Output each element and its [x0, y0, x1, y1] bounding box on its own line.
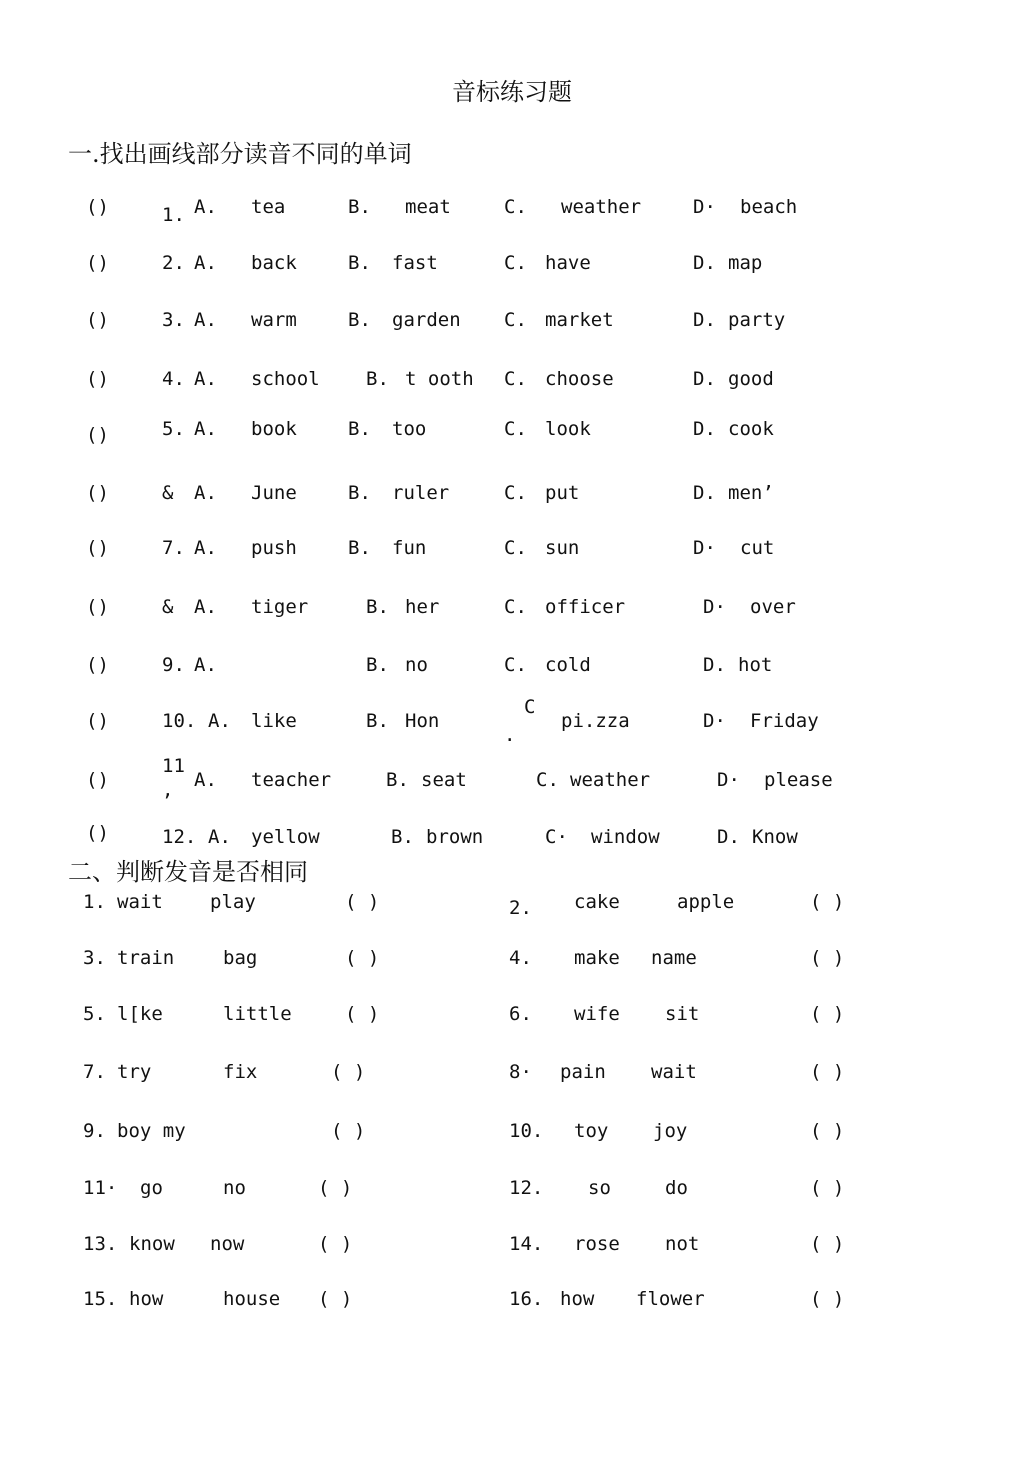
question-row-10 — [0, 696, 1024, 746]
option-b-label: B. — [366, 596, 389, 618]
pair-word-2: now — [210, 1233, 245, 1255]
question-row-3 — [0, 309, 1024, 339]
answer-blank[interactable]: () — [86, 822, 109, 844]
option-b-label: B. — [386, 769, 409, 791]
option-a-label: A. — [208, 826, 231, 848]
pair-word-1: wife — [574, 1003, 620, 1025]
pair-word-2: sit — [665, 1003, 700, 1025]
option-d-label: D. — [693, 418, 716, 440]
option-b-word: meat — [405, 196, 451, 218]
question-row-5 — [0, 418, 1024, 448]
pair-number: 11· — [83, 1177, 118, 1199]
option-a-label: A. — [194, 196, 217, 218]
option-d-word: men’ — [728, 482, 774, 504]
option-c-word: have — [545, 252, 591, 274]
pair-number: 4. — [509, 947, 532, 969]
pair-word-2: name — [651, 947, 697, 969]
option-d-label: D· — [703, 710, 726, 732]
option-a-word: school — [251, 368, 320, 390]
pair-row-6 — [0, 1177, 1024, 1207]
answer-blank[interactable]: ( ) — [318, 1288, 353, 1310]
question-number: 11 — [162, 755, 185, 777]
question-row-11 — [0, 755, 1024, 801]
question-number: 7. — [162, 537, 185, 559]
answer-blank[interactable]: () — [86, 309, 109, 331]
option-c-label: C. — [504, 368, 527, 390]
answer-blank[interactable]: () — [86, 252, 109, 274]
option-c-word: market — [545, 309, 614, 331]
pair-number: 12. — [509, 1177, 544, 1199]
option-a-word: tiger — [251, 596, 309, 618]
question-row-4 — [0, 368, 1024, 398]
section-1-heading: 一.找出画线部分读音不同的单词 — [68, 140, 412, 168]
option-d-label: D. — [693, 252, 716, 274]
answer-blank[interactable]: ( ) — [810, 1061, 845, 1083]
question-number: 5. — [162, 418, 185, 440]
pair-number: 1. — [83, 891, 106, 913]
question-row-8 — [0, 596, 1024, 626]
answer-blank[interactable]: () — [86, 537, 109, 559]
pair-number: 10. — [509, 1120, 544, 1142]
section-2-heading: 二、判断发音是否相同 — [68, 858, 308, 886]
pair-word-2: wait — [651, 1061, 697, 1083]
answer-blank[interactable]: () — [86, 654, 109, 676]
option-b-word: garden — [392, 309, 461, 331]
option-a-label: A. — [194, 769, 217, 791]
pair-word-2: apple — [677, 891, 735, 913]
option-b-label: B. — [348, 537, 371, 559]
answer-blank[interactable]: ( ) — [810, 1288, 845, 1310]
answer-blank[interactable]: () — [86, 482, 109, 504]
question-row-1 — [0, 196, 1024, 226]
option-b-label: B. — [348, 482, 371, 504]
answer-blank[interactable]: () — [86, 196, 109, 218]
option-c-label: C. — [504, 196, 527, 218]
option-a-label: A. — [194, 482, 217, 504]
option-c-word: look — [545, 418, 591, 440]
option-a-label: A. — [194, 537, 217, 559]
option-d-label: D· — [693, 537, 716, 559]
answer-blank[interactable]: () — [86, 596, 109, 618]
option-c-word: officer — [545, 596, 626, 618]
question-number: 10. — [162, 710, 197, 732]
option-b-word: her — [405, 596, 440, 618]
option-b-label: B. — [348, 418, 371, 440]
question-number: & — [162, 596, 174, 618]
option-a-word: tea — [251, 196, 286, 218]
option-b-word: fast — [392, 252, 438, 274]
pair-row-5 — [0, 1120, 1024, 1150]
pair-word-1: wait — [117, 891, 163, 913]
option-c-dot: . — [504, 724, 516, 746]
pair-number: 8· — [509, 1061, 532, 1083]
option-a-word: push — [251, 537, 297, 559]
answer-blank[interactable]: ( ) — [345, 1003, 380, 1025]
option-d-word: cook — [728, 418, 774, 440]
pair-word-1: boy my — [117, 1120, 186, 1142]
answer-blank[interactable]: ( ) — [331, 1120, 366, 1142]
option-a-label: A. — [194, 596, 217, 618]
option-b-word: brown — [426, 826, 484, 848]
option-c-label: C. — [504, 654, 527, 676]
option-d-label: D. — [717, 826, 740, 848]
option-a-label: A. — [194, 654, 217, 676]
pair-row-2 — [0, 947, 1024, 977]
pair-word-2: bag — [223, 947, 258, 969]
option-a-word: back — [251, 252, 297, 274]
option-c-label: C. — [504, 309, 527, 331]
option-c-label: C· — [545, 826, 568, 848]
answer-blank[interactable]: ( ) — [318, 1177, 353, 1199]
option-a-word: teacher — [251, 769, 332, 791]
question-row-2 — [0, 252, 1024, 282]
option-d-word: party — [728, 309, 786, 331]
option-c-word: pi.zza — [561, 710, 630, 732]
option-d-word: over — [750, 596, 796, 618]
pair-word-1: so — [588, 1177, 611, 1199]
option-a-word: book — [251, 418, 297, 440]
pair-word-2: do — [665, 1177, 688, 1199]
option-d-label: D. — [693, 482, 716, 504]
option-c-label: C. — [504, 482, 527, 504]
pair-row-3 — [0, 1003, 1024, 1033]
question-number: & — [162, 482, 174, 504]
question-row-6 — [0, 482, 1024, 512]
option-a-label: A. — [208, 710, 231, 732]
option-c-label: C. — [504, 252, 527, 274]
pair-word-2: house — [223, 1288, 281, 1310]
answer-blank[interactable]: ( ) — [345, 891, 380, 913]
option-b-label: B. — [366, 368, 389, 390]
option-a-word: like — [251, 710, 297, 732]
answer-blank[interactable]: () — [86, 368, 109, 390]
answer-blank[interactable]: ( ) — [810, 1120, 845, 1142]
option-b-word: no — [405, 654, 428, 676]
option-d-label: D. — [693, 309, 716, 331]
option-d-label: D· — [693, 196, 716, 218]
pair-row-8 — [0, 1288, 1024, 1318]
option-b-label: B. — [348, 196, 371, 218]
pair-word-1: toy — [574, 1120, 609, 1142]
question-row-9 — [0, 654, 1024, 684]
pair-row-7 — [0, 1233, 1024, 1263]
pair-number: 15. — [83, 1288, 118, 1310]
pair-row-4 — [0, 1061, 1024, 1091]
pair-word-2: no — [223, 1177, 246, 1199]
answer-blank[interactable]: ( ) — [810, 1233, 845, 1255]
option-d-label: D· — [717, 769, 740, 791]
pair-word-1: how — [129, 1288, 164, 1310]
option-b-word: t ooth — [405, 368, 474, 390]
option-c-label: C. — [504, 537, 527, 559]
option-b-word: ruler — [392, 482, 450, 504]
pair-row-1 — [0, 891, 1024, 921]
option-d-word: Friday — [750, 710, 819, 732]
pair-number: 6. — [509, 1003, 532, 1025]
option-a-label: A. — [194, 309, 217, 331]
option-b-word: too — [392, 418, 427, 440]
option-c-label: C. — [504, 418, 527, 440]
pair-word-2: not — [665, 1233, 700, 1255]
option-c-word: put — [545, 482, 580, 504]
question-number: 9. — [162, 654, 185, 676]
question-number: 4. — [162, 368, 185, 390]
pair-number: 16. — [509, 1288, 544, 1310]
option-b-label: B. — [348, 309, 371, 331]
option-d-word: good — [728, 368, 774, 390]
pair-word-1: make — [574, 947, 620, 969]
option-a-word: yellow — [251, 826, 320, 848]
option-c-word: choose — [545, 368, 614, 390]
pair-word-1: go — [140, 1177, 163, 1199]
answer-blank[interactable]: ( ) — [810, 1177, 845, 1199]
answer-blank[interactable]: ( ) — [318, 1233, 353, 1255]
answer-blank[interactable]: ( ) — [331, 1061, 366, 1083]
option-c-label: C. — [536, 769, 559, 791]
answer-blank[interactable]: ( ) — [810, 1003, 845, 1025]
option-b-label: B. — [366, 654, 389, 676]
pair-number: 5. — [83, 1003, 106, 1025]
option-b-word: fun — [392, 537, 427, 559]
question-number-mark: , — [162, 779, 174, 801]
pair-word-1: try — [117, 1061, 152, 1083]
pair-word-1: rose — [574, 1233, 620, 1255]
option-d-word: Know — [752, 826, 798, 848]
option-d-label: D. — [703, 654, 726, 676]
option-d-word: please — [764, 769, 833, 791]
question-number: 2. — [162, 252, 185, 274]
pair-word-1: pain — [560, 1061, 606, 1083]
pair-word-1: cake — [574, 891, 620, 913]
answer-blank[interactable]: ( ) — [345, 947, 380, 969]
pair-word-2: flower — [636, 1288, 705, 1310]
question-row-7 — [0, 537, 1024, 567]
pair-word-2: little — [223, 1003, 292, 1025]
answer-blank[interactable]: () — [86, 710, 109, 732]
option-a-label: A. — [194, 418, 217, 440]
option-d-word: map — [728, 252, 763, 274]
option-d-label: D. — [693, 368, 716, 390]
option-d-label: D· — [703, 596, 726, 618]
option-a-word: June — [251, 482, 297, 504]
question-number: 3. — [162, 309, 185, 331]
option-b-label: B. — [366, 710, 389, 732]
pair-word-2: play — [210, 891, 256, 913]
pair-word-1: know — [129, 1233, 175, 1255]
question-number: 12. — [162, 826, 197, 848]
option-c-word: cold — [545, 654, 591, 676]
question-number: 1. — [162, 204, 185, 226]
pair-number: 2. — [509, 897, 532, 919]
pair-number: 14. — [509, 1233, 544, 1255]
pair-number: 13. — [83, 1233, 118, 1255]
option-c-label: C — [524, 696, 536, 718]
answer-blank[interactable]: () — [86, 769, 109, 791]
option-b-label: B. — [391, 826, 414, 848]
option-b-word: seat — [421, 769, 467, 791]
pair-number: 3. — [83, 947, 106, 969]
page-title: 音标练习题 — [452, 78, 572, 106]
option-a-word: warm — [251, 309, 297, 331]
pair-word-1: l[ke — [117, 1003, 163, 1025]
option-d-word: cut — [740, 537, 775, 559]
option-a-label: A. — [194, 252, 217, 274]
option-c-word: weather — [570, 769, 651, 791]
option-d-word: hot — [738, 654, 773, 676]
pair-word-2: fix — [223, 1061, 258, 1083]
pair-word-2: joy — [653, 1120, 688, 1142]
pair-word-1: train — [117, 947, 175, 969]
option-c-word: sun — [545, 537, 580, 559]
pair-word-1: how — [560, 1288, 595, 1310]
pair-number: 9. — [83, 1120, 106, 1142]
option-c-word: weather — [561, 196, 642, 218]
pair-number: 7. — [83, 1061, 106, 1083]
option-d-word: beach — [740, 196, 798, 218]
answer-blank[interactable]: () — [86, 424, 109, 446]
answer-blank[interactable]: ( ) — [810, 891, 845, 913]
option-b-label: B. — [348, 252, 371, 274]
option-c-label: C. — [504, 596, 527, 618]
option-a-label: A. — [194, 368, 217, 390]
option-b-word: Hon — [405, 710, 440, 732]
answer-blank[interactable]: ( ) — [810, 947, 845, 969]
option-c-word: window — [591, 826, 660, 848]
